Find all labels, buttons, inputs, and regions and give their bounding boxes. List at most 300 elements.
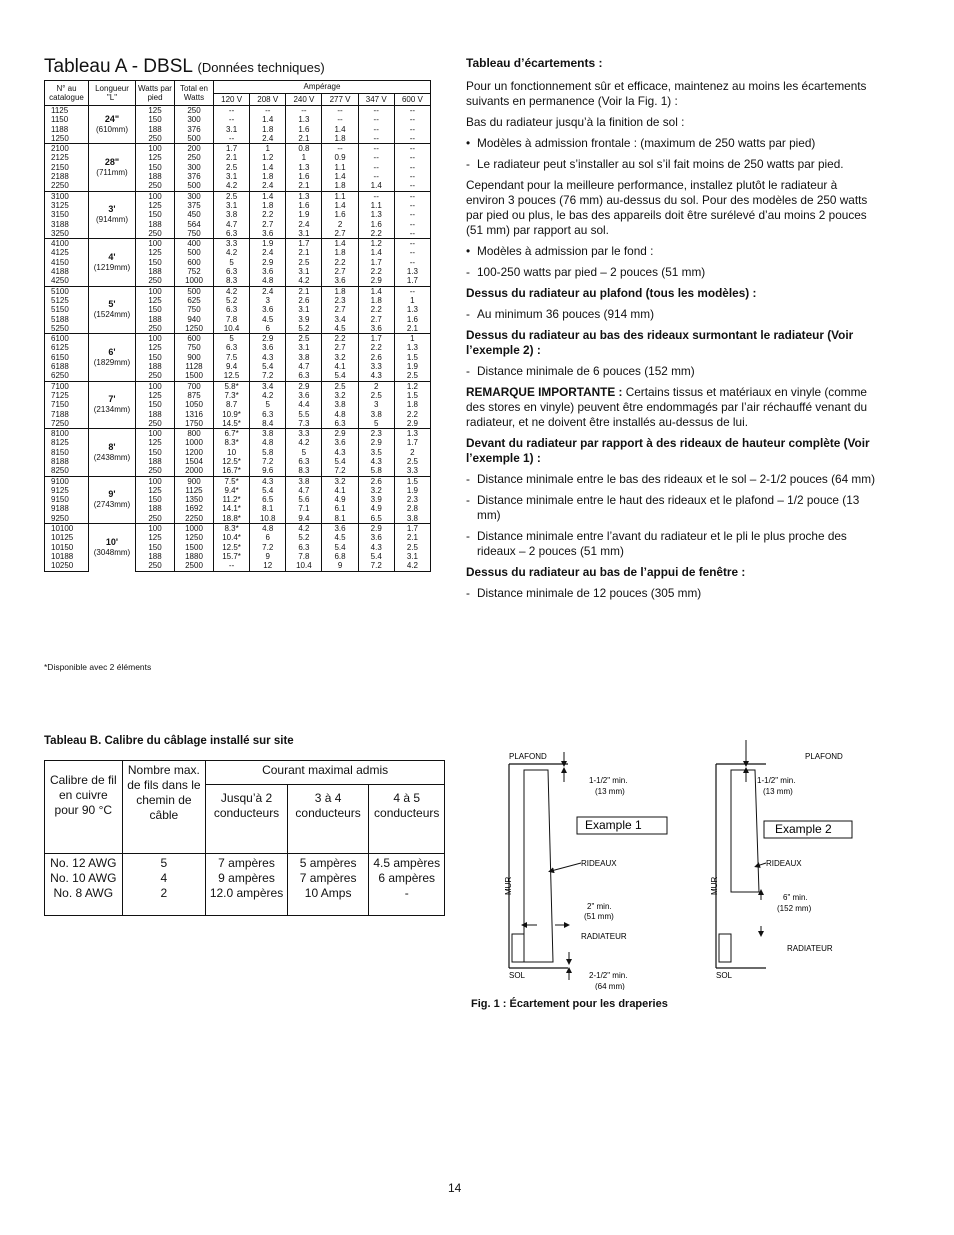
table-cell: 5.5 — [286, 410, 322, 419]
table-cell: 1.6 — [322, 210, 358, 219]
catalog-number: 1250 — [45, 134, 89, 144]
table-cell: 7.3* — [214, 391, 250, 400]
table-cell: 1.1 — [322, 163, 358, 172]
table-cell: 2.9 — [394, 419, 430, 429]
example-2-diagram — [710, 740, 852, 980]
table-a-subtitle: (Données techniques) — [197, 60, 325, 75]
table-cell: 1 — [286, 153, 322, 162]
table-cell: 1.5 — [394, 353, 430, 362]
table-cell: 1.1 — [358, 201, 394, 210]
table-cell: 1250 — [175, 324, 214, 334]
table-cell: 3.1 — [394, 552, 430, 561]
table-cell: 1.3 — [358, 210, 394, 219]
full-dash-1-text: Distance minimale entre le bas des rideaux et le sol – 2-1/2 pouces (64 mm) — [477, 472, 876, 486]
table-cell: 3.3 — [286, 429, 322, 439]
header-max-wires: Nombre max. de fils dans le chemin de câble — [122, 761, 206, 854]
wire-gauge: No. 10 AWG — [50, 871, 117, 885]
table-cell: 9 — [250, 552, 286, 561]
table-cell: 2.5 — [394, 457, 430, 466]
clearance-intro: Pour un fonctionnement sûr et efficace, maintenez au moins les écartements suivants en permanence (Voir la Fig. 1) : — [466, 79, 867, 108]
table-cell: -- — [394, 239, 430, 249]
length-feet: 4' — [108, 251, 116, 262]
table-cell: 6.3 — [214, 343, 250, 352]
table-cell: 6.3 — [214, 267, 250, 276]
length-feet: 8' — [108, 441, 116, 452]
table-cell: 750 — [175, 343, 214, 352]
table-cell: 10 — [214, 448, 250, 457]
table-cell: 2.5 — [286, 258, 322, 267]
table-cell: 1.6 — [286, 125, 322, 134]
table-cell: 2.3 — [358, 429, 394, 439]
ampacity: 4.5 ampères — [373, 856, 441, 870]
table-cell: 2.4 — [286, 220, 322, 229]
table-cell: 7.5* — [214, 476, 250, 486]
table-cell: 1.8 — [322, 286, 358, 296]
table-cell: 1.3 — [394, 267, 430, 276]
table-cell: -- — [214, 106, 250, 116]
table-cell: 3.6 — [250, 229, 286, 239]
table-cell: 2.5 — [394, 543, 430, 552]
table-cell: 150 — [136, 495, 175, 504]
table-cell: 2.2 — [250, 210, 286, 219]
table-cell: 4.7 — [214, 220, 250, 229]
table-cell: -- — [358, 153, 394, 162]
catalog-number: 10125 — [45, 533, 89, 542]
table-cell: -- — [394, 125, 430, 134]
table-cell: 8.4 — [250, 419, 286, 429]
table-cell: 3.1 — [286, 267, 322, 276]
important-note-text: Certains tissus et matériaux en vinyle (comme des stores en vinyle) peuvent être endommagés par l’air réchauffé venant du radiateur, et ne doivent être installés au-dessus de lui. — [466, 385, 868, 429]
catalog-number: 10150 — [45, 543, 89, 552]
table-cell: 6.5 — [358, 514, 394, 524]
catalog-number: 6150 — [45, 353, 89, 362]
length-mm: (610mm) — [95, 125, 128, 135]
table-cell: 100 — [136, 239, 175, 249]
table-cell: 9.4 — [286, 514, 322, 524]
table-cell: 5.4 — [322, 543, 358, 552]
table-cell: 1750 — [175, 419, 214, 429]
length-feet: 24" — [104, 114, 120, 125]
table-cell: 3.4 — [250, 381, 286, 391]
sill-dash-text: Distance minimale de 12 pouces (305 mm) — [477, 586, 702, 600]
table-cell: -- — [214, 134, 250, 144]
bottom-dash-text: 100-250 watts par pied – 2 pouces (51 mm) — [477, 265, 706, 279]
wire-gauge-cell — [45, 854, 123, 916]
table-cell: 3.6 — [250, 305, 286, 314]
header-voltage: 600 V — [394, 93, 430, 106]
catalog-number: 4100 — [45, 239, 89, 249]
table-cell: -- — [394, 144, 430, 154]
table-cell: 7.5 — [214, 353, 250, 362]
curtain-heading: Dessus du radiateur au bas des rideaux surmontant le radiateur (Voir l’exemple 2) : — [466, 328, 854, 357]
table-cell: 10.4 — [214, 324, 250, 334]
table-cell: 4.5 — [250, 315, 286, 324]
table-cell: 4.3 — [322, 448, 358, 457]
table-cell: 2.7 — [322, 267, 358, 276]
table-cell: 2.5 — [322, 381, 358, 391]
ceiling-label: PLAFOND — [805, 752, 843, 761]
full-curtain-heading: Devant du radiateur par rapport à des rideaux de hauteur complète (Voir l’exemple 1) : — [466, 436, 870, 465]
table-cell: 2.4 — [250, 134, 286, 144]
table-cell: 6.7* — [214, 429, 250, 439]
table-cell: -- — [358, 191, 394, 201]
table-cell: 3.6 — [250, 267, 286, 276]
catalog-number: 6250 — [45, 371, 89, 381]
table-cell: 1.8 — [322, 248, 358, 257]
bullet-mark: • — [466, 136, 471, 150]
table-cell: 6.3 — [286, 457, 322, 466]
table-cell: 6.3 — [214, 229, 250, 239]
wire-gauge: No. 12 AWG — [50, 856, 117, 870]
dash-mark: - — [466, 157, 470, 171]
header-col-2: 3 à 4 conducteurs — [287, 785, 369, 854]
table-cell: 1.2 — [250, 153, 286, 162]
table-row — [45, 381, 431, 391]
table-cell: 4.2 — [286, 524, 322, 534]
table-cell: 2.6 — [286, 296, 322, 305]
table-cell: -- — [394, 286, 430, 296]
table-cell: -- — [250, 106, 286, 116]
table-cell: 1.8 — [250, 201, 286, 210]
table-cell: 2.1 — [394, 533, 430, 542]
length-cell — [89, 286, 136, 333]
table-cell: 5.4 — [250, 486, 286, 495]
table-cell: 18.8* — [214, 514, 250, 524]
curtain-label: RIDEAUX — [581, 859, 617, 868]
table-cell: 188 — [136, 504, 175, 513]
table-cell: 1.7 — [358, 258, 394, 267]
table-cell: 12.5 — [214, 371, 250, 381]
table-cell: 3.2 — [322, 476, 358, 486]
table-cell: 1000 — [175, 438, 214, 447]
table-row — [45, 476, 431, 486]
table-cell: 188 — [136, 267, 175, 276]
table-cell: 14.5* — [214, 419, 250, 429]
table-cell: -- — [394, 106, 430, 116]
table-cell: 6.3 — [250, 410, 286, 419]
length-cell — [89, 476, 136, 523]
table-cell: 3.1 — [214, 125, 250, 134]
table-cell: 1.6 — [358, 220, 394, 229]
table-cell: -- — [358, 115, 394, 124]
bullet-mark: • — [466, 244, 471, 258]
table-cell: 1.9 — [286, 210, 322, 219]
table-cell: 2.6 — [358, 476, 394, 486]
dash-mark: - — [466, 586, 470, 600]
max-wires-cell — [122, 854, 206, 916]
table-cell: 3.1 — [214, 201, 250, 210]
table-cell: 3 — [250, 296, 286, 305]
table-cell: 2.1 — [286, 181, 322, 191]
table-cell: -- — [214, 115, 250, 124]
catalog-number: 3100 — [45, 191, 89, 201]
table-cell: 2500 — [175, 561, 214, 571]
table-cell: 3.1 — [286, 305, 322, 314]
table-cell: 1.3 — [286, 115, 322, 124]
table-a-title-text: Tableau A - DBSL — [44, 56, 193, 77]
full-dash-2 — [466, 493, 876, 523]
table-cell: 4.2 — [250, 391, 286, 400]
header-amperage: Ampérage — [214, 81, 431, 94]
table-cell: 7.8 — [286, 552, 322, 561]
table-cell: 2.2 — [322, 334, 358, 344]
table-cell: 2.7 — [322, 229, 358, 239]
catalog-number: 7150 — [45, 400, 89, 409]
length-mm: (3048mm) — [93, 548, 131, 558]
table-cell: 6 — [250, 533, 286, 542]
full-dash-3 — [466, 529, 876, 559]
radiator-label: RADIATEUR — [581, 932, 627, 941]
table-cell: 0.9 — [322, 153, 358, 162]
table-cell: 2.1 — [394, 324, 430, 334]
table-cell: 376 — [175, 172, 214, 181]
table-cell: 125 — [136, 153, 175, 162]
catalog-number: 9100 — [45, 476, 89, 486]
table-cell: 7.2 — [250, 371, 286, 381]
sill-heading: Dessus du radiateur au bas de l’appui de fenêtre : — [466, 565, 746, 579]
table-cell: 3.6 — [358, 533, 394, 542]
header-col-1: Jusqu’à 2 conducteurs — [206, 785, 288, 854]
catalog-number: 5150 — [45, 305, 89, 314]
table-cell: 6.3 — [214, 305, 250, 314]
table-cell: 250 — [136, 229, 175, 239]
table-cell: 8.1 — [250, 504, 286, 513]
table-cell: 2.8 — [394, 504, 430, 513]
table-cell: 10.9* — [214, 410, 250, 419]
catalog-number: 5250 — [45, 324, 89, 334]
table-cell: 5.4 — [250, 362, 286, 371]
table-cell: -- — [394, 201, 430, 210]
table-cell: 200 — [175, 144, 214, 154]
catalog-number: 4125 — [45, 248, 89, 257]
table-cell: 1.3 — [394, 429, 430, 439]
table-cell: 4.7 — [286, 486, 322, 495]
table-cell: 9.6 — [250, 466, 286, 476]
table-cell: 3.9 — [358, 495, 394, 504]
catalog-number: 6100 — [45, 334, 89, 344]
table-cell: 2.9 — [358, 524, 394, 534]
table-cell: 4.3 — [250, 476, 286, 486]
table-cell: 3.8 — [214, 210, 250, 219]
table-cell: 2.9 — [358, 438, 394, 447]
table-cell: 1.7 — [214, 144, 250, 154]
catalog-number: 8188 — [45, 457, 89, 466]
table-cell: 5.2 — [286, 324, 322, 334]
table-cell: 4.2 — [286, 276, 322, 286]
table-cell: 8.3* — [214, 438, 250, 447]
dash-mark: - — [466, 493, 470, 507]
bottom-dash — [466, 265, 876, 280]
table-row — [45, 144, 431, 154]
table-cell: 250 — [136, 466, 175, 476]
table-cell: 100 — [136, 144, 175, 154]
radiator-label: RADIATEUR — [787, 944, 833, 953]
table-cell: 2.9 — [250, 334, 286, 344]
table-cell: 2.2 — [394, 410, 430, 419]
table-cell: 300 — [175, 163, 214, 172]
example-1-label: Example 1 — [585, 818, 642, 832]
table-cell: 3.4 — [322, 315, 358, 324]
table-cell: 8.3* — [214, 524, 250, 534]
table-cell: 1.8 — [250, 125, 286, 134]
table-cell: 12.5* — [214, 543, 250, 552]
table-cell: 1.2 — [394, 381, 430, 391]
col-2-cell — [287, 854, 369, 916]
table-cell: -- — [394, 153, 430, 162]
table-cell: 125 — [136, 296, 175, 305]
table-cell: -- — [394, 229, 430, 239]
table-cell: 4.1 — [322, 362, 358, 371]
catalog-number: 7100 — [45, 381, 89, 391]
front-dash-text: Le radiateur peut s’installer au sol s’il fait moins de 250 watts par pied. — [477, 157, 844, 171]
length-feet: 28" — [104, 156, 120, 167]
table-cell: 6.1 — [322, 504, 358, 513]
catalog-number: 8250 — [45, 466, 89, 476]
table-cell: 188 — [136, 362, 175, 371]
table-cell: 2.5 — [286, 334, 322, 344]
table-cell: 3.2 — [322, 353, 358, 362]
catalog-number: 4250 — [45, 276, 89, 286]
table-cell: 3.8 — [286, 353, 322, 362]
table-cell: 3.8 — [250, 429, 286, 439]
wall-label: MUR — [710, 876, 719, 895]
table-cell: 4.7 — [286, 362, 322, 371]
table-cell: 800 — [175, 429, 214, 439]
table-cell: 150 — [136, 163, 175, 172]
table-cell: -- — [322, 115, 358, 124]
dash-mark: - — [466, 265, 470, 279]
table-cell: 1.7 — [394, 524, 430, 534]
table-cell: 8.1 — [322, 514, 358, 524]
table-cell: 3.8 — [322, 400, 358, 409]
table-cell: 10.8 — [250, 514, 286, 524]
table-cell: 4.8 — [322, 410, 358, 419]
catalog-number: 2150 — [45, 163, 89, 172]
dash-mark: - — [466, 472, 470, 486]
table-cell: 3.8 — [358, 410, 394, 419]
table-row — [45, 191, 431, 201]
table-cell: 6.3 — [286, 371, 322, 381]
table-cell: 5.8* — [214, 381, 250, 391]
table-cell: 6.8 — [322, 552, 358, 561]
table-cell: 900 — [175, 353, 214, 362]
length-cell — [89, 381, 136, 428]
length-cell — [89, 191, 136, 238]
table-cell: 5 — [358, 419, 394, 429]
length-mm: (2438mm) — [93, 452, 131, 462]
table-cell: 7.3 — [286, 419, 322, 429]
table-cell: 7.2 — [250, 543, 286, 552]
table-cell: 1.6 — [286, 201, 322, 210]
table-cell: 1.4 — [358, 248, 394, 257]
table-cell: 3.2 — [358, 486, 394, 495]
table-cell: 1.9 — [394, 362, 430, 371]
table-cell: 150 — [136, 210, 175, 219]
table-cell: 188 — [136, 552, 175, 561]
table-cell: 300 — [175, 115, 214, 124]
catalog-number: 6125 — [45, 343, 89, 352]
table-cell: 125 — [136, 391, 175, 400]
length-feet: 10' — [105, 537, 119, 548]
table-cell: 2.2 — [322, 258, 358, 267]
table-cell: 2.5 — [214, 163, 250, 172]
table-cell: 500 — [175, 134, 214, 144]
table-cell: 450 — [175, 210, 214, 219]
table-cell: 1.5 — [394, 476, 430, 486]
table-cell: 1.4 — [250, 163, 286, 172]
table-cell: 5.8 — [358, 466, 394, 476]
top-gap-label: 1-1/2" min. — [589, 776, 628, 785]
table-cell: 250 — [136, 134, 175, 144]
length-mm: (1219mm) — [93, 262, 131, 272]
table-cell: 564 — [175, 220, 214, 229]
table-cell: 100 — [136, 334, 175, 344]
table-cell: 125 — [136, 343, 175, 352]
table-cell: 5.8 — [250, 448, 286, 457]
table-cell: 700 — [175, 381, 214, 391]
table-cell: -- — [358, 172, 394, 181]
catalog-number: 5100 — [45, 286, 89, 296]
table-cell: -- — [358, 106, 394, 116]
table-cell: 5.4 — [322, 371, 358, 381]
table-cell: 2 — [358, 381, 394, 391]
table-cell: 1.9 — [394, 486, 430, 495]
table-cell: 500 — [175, 248, 214, 257]
catalog-number: 9125 — [45, 486, 89, 495]
curtain-shape — [524, 770, 553, 962]
table-row — [45, 286, 431, 296]
table-cell: 4.3 — [250, 353, 286, 362]
table-cell: 6.3 — [286, 543, 322, 552]
table-cell: 2.1 — [286, 248, 322, 257]
table-cell: 2.7 — [322, 305, 358, 314]
table-cell: 125 — [136, 106, 175, 116]
table-cell: 188 — [136, 315, 175, 324]
catalog-number: 5125 — [45, 296, 89, 305]
table-cell: 3.3 — [394, 466, 430, 476]
front-gap-label: 2" min. — [587, 902, 612, 911]
table-cell: 188 — [136, 457, 175, 466]
length-mm: (2134mm) — [93, 405, 131, 415]
max-count: 2 — [160, 886, 168, 900]
table-cell: 1.3 — [286, 163, 322, 172]
table-cell: 4.2 — [214, 286, 250, 296]
catalog-number: 10250 — [45, 561, 89, 571]
table-cell: 1.7 — [394, 276, 430, 286]
catalog-number: 7250 — [45, 419, 89, 429]
table-cell: 500 — [175, 181, 214, 191]
ampacity: 12.0 ampères — [209, 886, 284, 900]
table-cell: 4.9 — [322, 495, 358, 504]
ceiling-dash-text: Au minimum 36 pouces (914 mm) — [477, 307, 655, 321]
table-cell: 4.3 — [358, 457, 394, 466]
table-cell: -- — [394, 220, 430, 229]
bottom-gap-label-mm: (64 mm) — [595, 982, 625, 990]
catalog-number: 7125 — [45, 391, 89, 400]
table-cell: 11.2* — [214, 495, 250, 504]
table-cell: 250 — [136, 181, 175, 191]
dash-mark: - — [466, 364, 470, 378]
table-cell: 188 — [136, 220, 175, 229]
table-row — [45, 106, 431, 116]
ampacity: 10 Amps — [304, 886, 352, 900]
table-cell: 1.5 — [394, 391, 430, 400]
table-cell: 2.1 — [286, 134, 322, 144]
clearance-title: Tableau d’écartements : — [466, 56, 603, 70]
table-cell: 250 — [136, 419, 175, 429]
table-cell: 4.8 — [250, 276, 286, 286]
max-count: 4 — [160, 871, 168, 885]
